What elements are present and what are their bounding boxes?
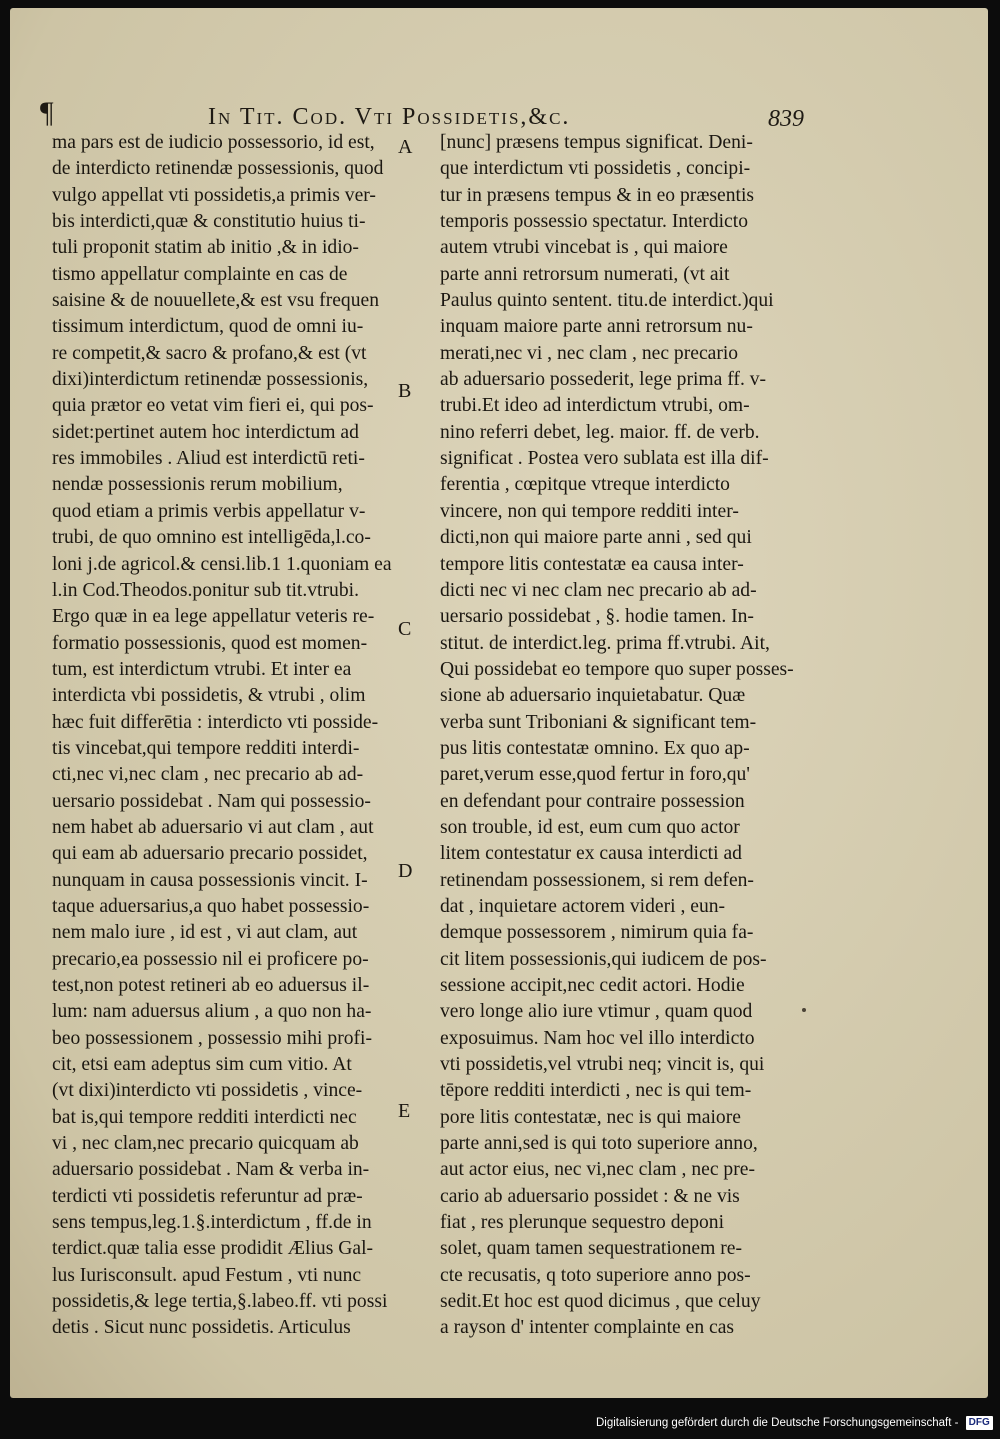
- running-title: In Tit. Cod. Vti Possidetis,&c.: [208, 104, 571, 130]
- text-line: sessione accipit,nec cedit actori. Hodie: [440, 975, 745, 996]
- margin-letter: D: [398, 860, 413, 882]
- text-line: ab aduersario possederit, lege prima ff. v-: [440, 369, 767, 391]
- text-line: parte anni retrorsum numerati, (vt ait: [440, 263, 730, 285]
- text-line: res immobiles . Aliud est interdictū reti-: [52, 448, 365, 470]
- text-line: de interdicto retinendæ possessionis, quod: [52, 158, 384, 180]
- margin-letters: [398, 128, 428, 1228]
- text-line: re competit,& sacro & profano,& est (vt: [52, 342, 367, 364]
- text-line: l.in Cod.Theodos.ponitur sub tit.vtrubi.: [52, 579, 359, 601]
- text-line: autem vtrubi vincebat is , qui maiore: [440, 237, 728, 259]
- text-line: vti possidetis,vel vtrubi neq; vincit is, qui: [440, 1054, 765, 1076]
- text-line: cti,nec vi,nec clam , nec precario ab ad-: [52, 764, 364, 786]
- text-line: loni j.de agricol.& censi.lib.1 1.quoniam ea: [52, 553, 392, 575]
- text-line: dixi)interdictum retinendæ possessionis,: [52, 369, 369, 391]
- text-line: vulgo appellat vti possidetis,a primis ver-: [52, 184, 376, 206]
- text-line: dat , inquietare actorem videri , eun-: [440, 895, 726, 917]
- text-line: lus Iurisconsult. apud Festum , vti nunc: [52, 1264, 362, 1286]
- text-line: que interdictum vti possidetis , concipi-: [440, 158, 751, 180]
- text-line: pus litis contestatæ omnino. Ex quo ap-: [440, 737, 750, 759]
- text-line: quia prætor eo vetat vim fieri ei, qui pos-: [52, 395, 374, 417]
- text-line: nem habet ab aduersario vi aut clam , aut: [52, 816, 374, 838]
- text-line: dicti,non qui maiore parte anni , sed qui: [440, 527, 752, 549]
- text-line: verba sunt Triboniani & significant tem-: [440, 711, 757, 733]
- text-line: nino referri debet, leg. maior. ff. de verb.: [440, 421, 760, 443]
- text-line: ma pars est de iudicio possessorio, id est,: [52, 132, 375, 153]
- text-line: sione ab aduersario inquietabatur. Quæ: [440, 685, 746, 707]
- text-line: precario,ea possessio nil ei proficere po-: [52, 948, 369, 970]
- paragraph-mark: ¶: [40, 96, 54, 129]
- margin-letter: B: [398, 380, 412, 402]
- text-line: beo possessionem , possessio mihi profi-: [52, 1027, 373, 1049]
- text-line: nem malo iure , id est , vi aut clam, aut: [52, 922, 358, 944]
- text-line: vero longe alio iure vtimur , quam quod: [440, 1001, 753, 1023]
- text-line: terdict.quæ talia esse prodidit Ælius Gal-: [52, 1238, 374, 1260]
- text-line: dicti nec vi nec clam nec precario ab ad-: [440, 579, 757, 601]
- text-line: vincere, non qui tempore redditi inter-: [440, 500, 739, 522]
- text-line: interdicta vbi possidetis, & vtrubi , olim: [52, 685, 366, 707]
- text-line: uersario possidebat , §. hodie tamen. In-: [440, 606, 754, 628]
- text-line: (vt dixi)interdicto vti possidetis , vince-: [52, 1080, 363, 1102]
- text-line: nendæ possessionis rerum mobilium,: [52, 474, 343, 496]
- page-number: 839: [768, 106, 804, 132]
- text-line: sens tempus,leg.1.§.interdictum , ff.de in: [52, 1212, 372, 1234]
- margin-letter: C: [398, 618, 412, 640]
- text-line: sidet:pertinet autem hoc interdictum ad: [52, 421, 359, 443]
- text-line: formatio possessionis, quod est momen-: [52, 632, 368, 654]
- book-page: [10, 8, 988, 1398]
- text-line: fiat , res plerunque sequestro deponi: [440, 1212, 725, 1234]
- text-line: tur in præsens tempus & in eo præsentis: [440, 184, 755, 206]
- text-line: qui eam ab aduersario precario possidet,: [52, 843, 368, 865]
- text-line: saisine & de nouuellete,& est vsu frequen: [52, 290, 380, 312]
- text-line: possidetis,& lege tertia,§.labeo.ff. vti possi: [52, 1291, 388, 1313]
- footer-credit: Digitalisierung gefördert durch die Deutsche Forschungsgemeinschaft -: [596, 1417, 959, 1429]
- text-line: exposuimus. Nam hoc vel illo interdicto: [440, 1027, 755, 1049]
- right-text-column: [440, 130, 818, 1342]
- text-line: pore litis contestatæ, nec is qui maiore: [440, 1106, 741, 1128]
- text-line: tēpore redditi interdicti , nec is qui tem-: [440, 1080, 752, 1102]
- text-line: tismo appellatur complainte en cas de: [52, 263, 348, 285]
- text-line: significat . Postea vero sublata est illa dif-: [440, 448, 769, 470]
- text-line: aduersario possidebat . Nam & verba in-: [52, 1159, 370, 1181]
- margin-letter: A: [398, 136, 413, 158]
- ink-dot: [802, 1008, 806, 1012]
- text-line: bis interdicti,quæ & constitutio huius ti-: [52, 211, 366, 233]
- text-line: uersario possidebat . Nam qui possessio-: [52, 790, 371, 812]
- text-line: demque possessorem , nimirum quia fa-: [440, 922, 754, 944]
- text-line: test,non potest retineri ab eo aduersus il-: [52, 975, 370, 996]
- text-line: cit, etsi eam adeptus sim cum vitio. At: [52, 1054, 352, 1076]
- margin-letter: E: [398, 1100, 411, 1122]
- text-line: cit litem possessionis,qui iudicem de pos-: [440, 948, 767, 970]
- text-line: tissimum interdictum, quod de omni iu-: [52, 316, 364, 338]
- text-line: tempore litis contestatæ ea causa inter-: [440, 553, 744, 575]
- text-line: quod etiam a primis verbis appellatur v-: [52, 500, 366, 522]
- text-line: Qui possidebat eo tempore quo super posses-: [440, 658, 794, 680]
- digitization-footer: [596, 1412, 993, 1434]
- text-line: trubi.Et ideo ad interdictum vtrubi, om-: [440, 395, 750, 417]
- text-line: tis vincebat,qui tempore redditi interdi-: [52, 737, 360, 759]
- text-line: parte anni,sed is qui toto superiore anno,: [440, 1133, 758, 1155]
- text-line: Paulus quinto sentent. titu.de interdict.)qui: [440, 290, 774, 312]
- running-header: [40, 92, 980, 132]
- text-line: inquam maiore parte anni retrorsum nu-: [440, 316, 753, 338]
- text-line: hæc fuit differētia : interdicto vti posside-: [52, 711, 379, 733]
- text-line: merati,nec vi , nec clam , nec precario: [440, 342, 739, 364]
- left-text-column: [52, 130, 430, 1342]
- text-line: tuli proponit statim ab initio ,& in idio-: [52, 237, 359, 259]
- text-line: vi , nec clam,nec precario quicquam ab: [52, 1133, 359, 1155]
- text-line: bat is,qui tempore redditi interdicti nec: [52, 1106, 357, 1128]
- text-line: terdicti vti possidetis referuntur ad præ-: [52, 1185, 363, 1207]
- text-line: son trouble, id est, eum cum quo actor: [440, 816, 740, 838]
- text-line: litem contestatur ex causa interdicti ad: [440, 843, 742, 865]
- text-line: paret,verum esse,quod fertur in foro,qu': [440, 764, 750, 786]
- text-line: Ergo quæ in ea lege appellatur veteris re-: [52, 606, 375, 628]
- dfg-logo: DFG: [966, 1416, 993, 1430]
- text-line: cte recusatis, q toto superiore anno pos-: [440, 1264, 751, 1286]
- text-line: [nunc] præsens tempus significat. Deni-: [440, 132, 753, 153]
- text-line: a rayson d' intenter complainte en cas: [440, 1317, 735, 1339]
- text-line: ferentia , cœpitque vtreque interdicto: [440, 474, 730, 496]
- text-line: solet, quam tamen sequestrationem re-: [440, 1238, 742, 1260]
- text-line: cario ab aduersario possidet : & ne vis: [440, 1185, 740, 1207]
- text-line: temporis possessio spectatur. Interdicto: [440, 211, 748, 233]
- text-line: lum: nam aduersus alium , a quo non ha-: [52, 1001, 372, 1023]
- text-line: nunquam in causa possessionis vincit. I-: [52, 869, 368, 891]
- text-line: aut actor eius, nec vi,nec clam , nec pre-: [440, 1159, 755, 1181]
- text-line: trubi, de quo omnino est intelligēda,l.co-: [52, 527, 371, 549]
- text-line: detis . Sicut nunc possidetis. Articulus: [52, 1317, 351, 1339]
- text-line: en defendant pour contraire possession: [440, 790, 745, 812]
- text-line: stitut. de interdict.leg. prima ff.vtrubi. Ait,: [440, 632, 770, 654]
- text-line: tum, est interdictum vtrubi. Et inter ea: [52, 658, 352, 680]
- text-line: sedit.Et hoc est quod dicimus , que celuy: [440, 1291, 761, 1313]
- text-line: retinendam possessionem, si rem defen-: [440, 869, 754, 891]
- text-line: taque aduersarius,a quo habet possessio-: [52, 895, 370, 917]
